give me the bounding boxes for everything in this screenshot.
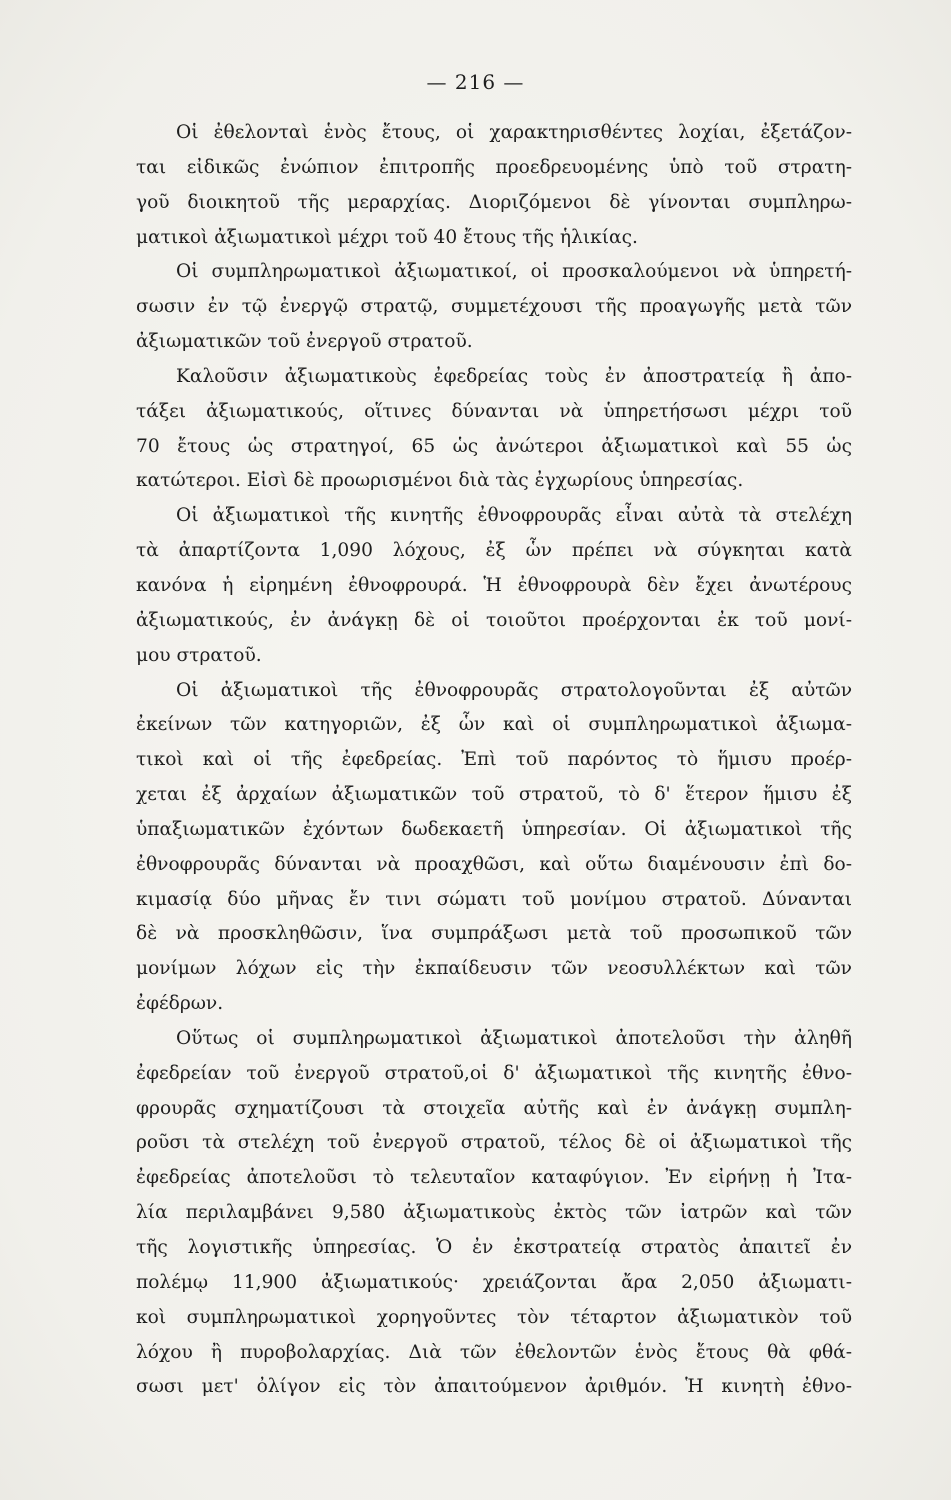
text-line: σωσι μετ' ὀλίγον εἰς τὸν ἀπαιτούμενον ἀριθμόν. Ἡ κινητὴ ἐθνο- xyxy=(136,1376,852,1398)
text-line: Οἱ συμπληρωματικοὶ ἀξιωματικοί, οἱ προσκαλούμενοι νὰ ὑπηρετή- xyxy=(176,261,852,283)
text-line: ἐκείνων τῶν κατηγοριῶν, ἐξ ὧν καὶ οἱ συμπληρωματικοὶ ἀξιωμα- xyxy=(136,714,852,736)
text-line: ροῦσι τὰ στελέχη τοῦ ἐνεργοῦ στρατοῦ, τέλος δὲ οἱ ἀξιωματικοὶ τῆς xyxy=(136,1132,852,1154)
text-line: τικοὶ καὶ οἱ τῆς ἐφεδρείας. Ἐπὶ τοῦ παρόντος τὸ ἥμισυ προέρ- xyxy=(136,749,852,771)
text-line: 70 ἔτους ὡς στρατηγοί, 65 ὡς ἀνώτεροι ἀξιωματικοὶ καὶ 55 ὡς xyxy=(136,435,852,457)
text-line: κανόνα ἡ εἰρημένη ἐθνοφρουρά. Ἡ ἐθνοφρουρὰ δὲν ἔχει ἀνωτέρους xyxy=(136,574,852,596)
text-line: σωσιν ἐν τῷ ἐνεργῷ στρατῷ, συμμετέχουσι τῆς προαγωγῆς μετὰ τῶν xyxy=(136,296,852,318)
text-line: ται εἰδικῶς ἐνώπιον ἐπιτροπῆς προεδρευομένης ὑπὸ τοῦ στρατη- xyxy=(136,156,852,178)
text-line: κιμασίᾳ δύο μῆνας ἔν τινι σώματι τοῦ μονίμου στρατοῦ. Δύνανται xyxy=(136,888,852,910)
text-line: κατώτεροι. Εἰσὶ δὲ προωρισμένοι διὰ τὰς ἐγχωρίους ὑπηρεσίας. xyxy=(136,470,744,492)
text-line: ἐφεδρείας ἀποτελοῦσι τὸ τελευταῖον καταφύγιον. Ἐν εἰρήνῃ ἡ Ἰτα- xyxy=(136,1167,852,1189)
text-line: χεται ἐξ ἀρχαίων ἀξιωματικῶν τοῦ στρατοῦ, τὸ δ' ἕτερον ἥμισυ ἐξ xyxy=(136,784,852,806)
text-line: ὑπαξιωματικῶν ἐχόντων δωδεκαετῆ ὑπηρεσίαν. Οἱ ἀξιωματικοὶ τῆς xyxy=(136,818,852,840)
text-line: μου στρατοῦ. xyxy=(136,644,262,666)
text-line: πολέμῳ 11,900 ἀξιωματικούς· χρειάζονται ἄρα 2,050 ἀξιωματι- xyxy=(136,1271,852,1293)
text-line: μονίμων λόχων εἰς τὴν ἐκπαίδευσιν τῶν νεοσυλλέκτων καὶ τῶν xyxy=(136,958,852,980)
text-line: Οἱ ἀξιωματικοὶ τῆς κινητῆς ἐθνοφρουρᾶς εἶναι αὐτὰ τὰ στελέχη xyxy=(176,505,852,527)
page-number: — 216 — xyxy=(426,70,525,94)
text-line: λόχου ἢ πυροβολαρχίας. Διὰ τῶν ἐθελοντῶν ἑνὸς ἔτους θὰ φθά- xyxy=(136,1341,852,1363)
text-line: Οὕτως οἱ συμπληρωματικοὶ ἀξιωματικοὶ ἀποτελοῦσι τὴν ἀληθῆ xyxy=(176,1027,852,1049)
text-line: φρουρᾶς σχηματίζουσι τὰ στοιχεῖα αὐτῆς καὶ ἐν ἀνάγκῃ συμπλη- xyxy=(136,1097,852,1119)
text-line: κοὶ συμπληρωματικοὶ χορηγοῦντες τὸν τέταρτον ἀξιωματικὸν τοῦ xyxy=(136,1306,852,1328)
text-line: γοῦ διοικητοῦ τῆς μεραρχίας. Διοριζόμενοι δὲ γίνονται συμπληρω- xyxy=(136,191,852,213)
text-line: ἐφεδρείαν τοῦ ἐνεργοῦ στρατοῦ,οἱ δ' ἀξιωματικοὶ τῆς κινητῆς ἐθνο- xyxy=(136,1062,852,1084)
text-line: Καλοῦσιν ἀξιωματικοὺς ἐφεδρείας τοὺς ἐν ἀποστρατείᾳ ἢ ἀπο- xyxy=(176,365,852,387)
text-line: ἐθνοφρουρᾶς δύνανται νὰ προαχθῶσι, καὶ οὕτω διαμένουσιν ἐπὶ δο- xyxy=(136,853,852,875)
body-text xyxy=(136,116,852,1405)
text-line: ἀξιωματικῶν τοῦ ἐνεργοῦ στρατοῦ. xyxy=(136,331,473,353)
text-line: δὲ νὰ προσκληθῶσιν, ἵνα συμπράξωσι μετὰ τοῦ προσωπικοῦ τῶν xyxy=(136,923,852,945)
text-line: ἐφέδρων. xyxy=(136,993,224,1015)
text-line: Οἱ ἐθελονταὶ ἑνὸς ἔτους, οἱ χαρακτηρισθέντες λοχίαι, ἐξετάζον- xyxy=(176,122,852,143)
text-line: λία περιλαμβάνει 9,580 ἀξιωματικοὺς ἐκτὸς τῶν ἰατρῶν καὶ τῶν xyxy=(136,1202,852,1224)
text-line: ματικοὶ ἀξιωματικοὶ μέχρι τοῦ 40 ἔτους τῆς ἡλικίας. xyxy=(136,226,638,248)
text-line: τῆς λογιστικῆς ὑπηρεσίας. Ὁ ἐν ἐκστρατείᾳ στρατὸς ἀπαιτεῖ ἐν xyxy=(136,1237,852,1258)
text-line: τάξει ἀξιωματικούς, οἵτινες δύνανται νὰ ὑπηρετήσωσι μέχρι τοῦ xyxy=(136,400,852,422)
text-line: Οἱ ἀξιωματικοὶ τῆς ἐθνοφρουρᾶς στρατολογοῦνται ἐξ αὐτῶν xyxy=(176,679,852,701)
text-line: ἀξιωματικούς, ἐν ἀνάγκῃ δὲ οἱ τοιοῦτοι προέρχονται ἐκ τοῦ μονί- xyxy=(136,609,852,631)
text-line: τὰ ἀπαρτίζοντα 1,090 λόχους, ἐξ ὧν πρέπει νὰ σύγκηται κατὰ xyxy=(136,540,852,562)
